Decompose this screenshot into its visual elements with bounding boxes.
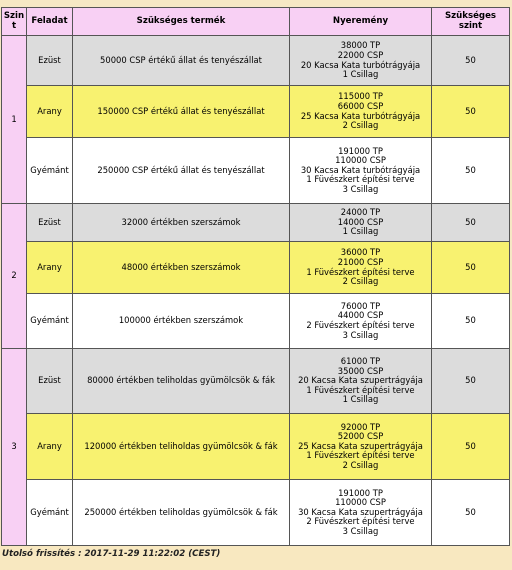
reward-line: 30 Kacsa Kata turbótrágyája [300, 164, 421, 175]
reward-line: 35000 CSP [337, 365, 384, 376]
reward-line: 2 Csillag [342, 120, 379, 131]
reward-cell [290, 349, 432, 414]
table-row [2, 414, 510, 480]
header-task: Feladat [27, 8, 73, 36]
reward-cell [290, 294, 432, 349]
reward-cell [290, 36, 432, 86]
reward-line: 92000 TP [340, 421, 381, 432]
required-level-cell: 50 [432, 242, 510, 294]
reward-line: 25 Kacsa Kata turbótrágyája [300, 110, 421, 121]
product-cell: 120000 értékben teliholdas gyümölcsök & fák [73, 414, 290, 480]
level-cell: 2 [2, 204, 27, 349]
reward-line: 2 Füvészkert építési terve [306, 320, 415, 330]
reward-line: 24000 TP [340, 207, 381, 218]
table-row [2, 138, 510, 204]
header-required-level: Szükséges szint [432, 8, 510, 36]
required-level-cell: 50 [432, 204, 510, 242]
task-cell: Ezüst [27, 36, 73, 86]
reward-line: 14000 CSP [337, 216, 384, 227]
reward-line: 20 Kacsa Kata turbótrágyája [300, 59, 421, 70]
reward-line: 3 Csillag [342, 183, 379, 194]
table-row [2, 294, 510, 349]
reward-line: 110000 CSP [335, 497, 386, 508]
reward-line: 1 Csillag [342, 226, 379, 237]
task-cell: Arany [27, 242, 73, 294]
reward-line: 1 Csillag [342, 394, 379, 405]
reward-line: 22000 CSP [337, 49, 384, 60]
reward-line: 30 Kacsa Kata szupertrágyája [298, 506, 423, 517]
task-cell: Gyémánt [27, 480, 73, 546]
reward-line: 115000 TP [338, 91, 383, 102]
required-level-cell: 50 [432, 294, 510, 349]
reward-line: 2 Füvészkert építési terve [306, 516, 415, 527]
reward-line: 191000 TP [338, 145, 383, 156]
required-level-cell: 50 [432, 138, 510, 204]
reward-line: 61000 TP [340, 356, 381, 367]
reward-cell [290, 86, 432, 138]
reward-line: 76000 TP [340, 300, 381, 311]
reward-line: 3 Csillag [342, 329, 379, 340]
task-cell: Arany [27, 414, 73, 480]
task-cell: Arany [27, 86, 73, 138]
reward-line: 1 Füvészkert építési terve [306, 450, 415, 461]
table-row [2, 242, 510, 294]
task-cell: Ezüst [27, 349, 73, 414]
product-cell: 48000 értékben szerszámok [73, 242, 290, 294]
reward-line: 1 Füvészkert építési terve [306, 384, 415, 395]
header-reward: Nyeremény [290, 8, 432, 36]
task-cell: Gyémánt [27, 294, 73, 349]
reward-line: 38000 TP [340, 40, 381, 51]
product-cell: 150000 CSP értékű állat és tenyészállat [73, 86, 290, 138]
reward-line: 191000 TP [338, 487, 383, 498]
table-row [2, 86, 510, 138]
required-level-cell: 50 [432, 349, 510, 414]
required-level-cell: 50 [432, 480, 510, 546]
table-row [2, 480, 510, 546]
reward-line: 1 Füvészkert építési terve [306, 174, 415, 185]
table-row [2, 349, 510, 414]
reward-cell [290, 480, 432, 546]
required-level-cell: 50 [432, 36, 510, 86]
table-row [2, 36, 510, 86]
reward-line: 2 Csillag [342, 276, 379, 287]
quest-table [1, 7, 510, 546]
reward-line: 36000 TP [340, 247, 381, 258]
product-cell: 250000 CSP értékű állat és tenyészállat [73, 138, 290, 204]
reward-line: 2 Csillag [342, 459, 379, 470]
level-cell: 3 [2, 349, 27, 546]
header-level: Szint [2, 8, 27, 36]
reward-line: 52000 CSP [337, 431, 384, 442]
product-cell: 50000 CSP értékű állat és tenyészállat [73, 36, 290, 86]
reward-line: 25 Kacsa Kata szupertrágyája [298, 440, 423, 451]
product-cell: 80000 értékben teliholdas gyümölcsök & fák [73, 349, 290, 414]
reward-line: 1 Füvészkert építési terve [306, 266, 415, 277]
table-header-row [2, 8, 510, 36]
reward-line: 110000 CSP [335, 155, 386, 166]
reward-cell [290, 414, 432, 480]
reward-line: 44000 CSP [337, 310, 384, 321]
product-cell: 100000 értékben szerszámok [73, 294, 290, 349]
reward-cell [290, 242, 432, 294]
reward-line: 66000 CSP [337, 100, 384, 111]
table-row [2, 204, 510, 242]
task-cell: Ezüst [27, 204, 73, 242]
header-product: Szükséges termék [73, 8, 290, 36]
required-level-cell: 50 [432, 414, 510, 480]
task-cell: Gyémánt [27, 138, 73, 204]
reward-line: 1 Csillag [342, 69, 379, 80]
required-level-cell: 50 [432, 86, 510, 138]
reward-line: 20 Kacsa Kata szupertrágyája [298, 375, 423, 386]
product-cell: 250000 értékben teliholdas gyümölcsök & fák [73, 480, 290, 546]
reward-cell [290, 204, 432, 242]
product-cell: 32000 értékben szerszámok [73, 204, 290, 242]
last-updated-text: Utolsó frissítés : 2017-11-29 11:22:02 (CEST) [2, 549, 221, 559]
reward-cell [290, 138, 432, 204]
reward-line: 3 Csillag [342, 525, 379, 536]
level-cell: 1 [2, 36, 27, 204]
reward-line: 21000 CSP [337, 256, 384, 267]
